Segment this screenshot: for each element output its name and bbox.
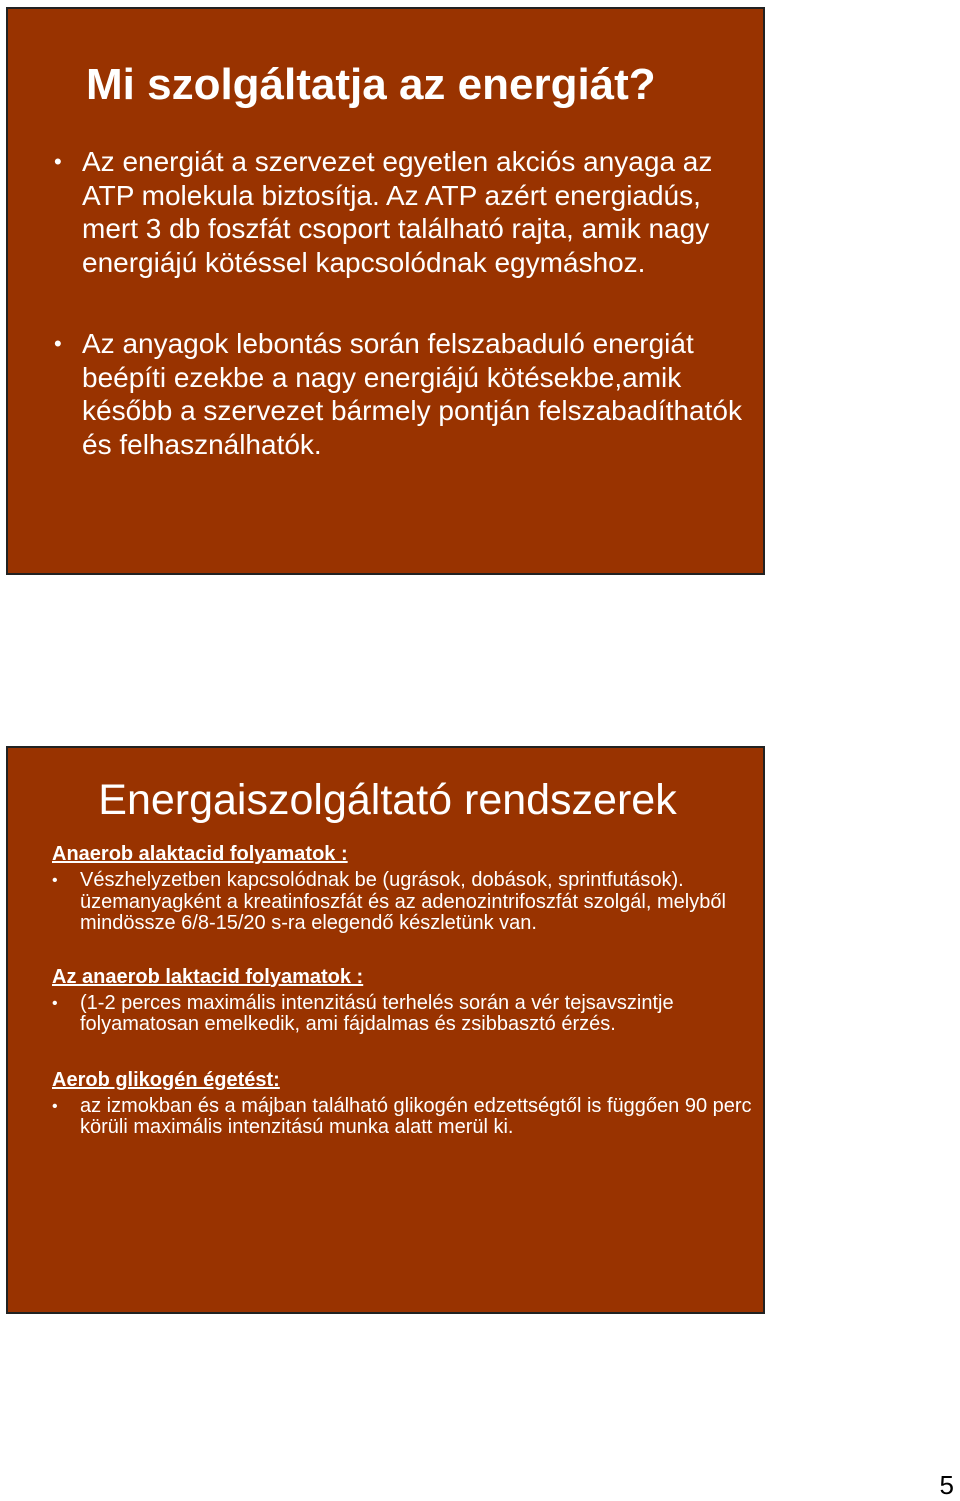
section-heading: Aerob glikogén égetést: <box>52 1068 280 1091</box>
slide-energy-systems <box>6 746 765 1314</box>
list-item <box>52 1096 752 1139</box>
section-heading: Anaerob alaktacid folyamatok : <box>52 843 348 865</box>
list-item <box>54 327 744 461</box>
bullet-icon: • <box>54 331 62 356</box>
bullet-text: Az anyagok lebontás során felszabaduló energiát beépíti ezekbe a nagy energiájú kötésekbe,amik később a szervezet bármely pontján felszabadíthatók és felhasználhatók. <box>82 328 742 460</box>
bullet-icon: • <box>52 994 58 1012</box>
bullet-text: (1-2 perces maximális intenzitású terhelés során a vér tejsavszintje folyamatosan emelkedik, ami fájdalmas és zsibbasztó érzés. <box>80 991 674 1035</box>
slide-body <box>52 842 752 1139</box>
slide-title: Energaiszolgáltató rendszerek <box>98 776 677 824</box>
bullet-list <box>52 993 752 1036</box>
list-item <box>54 145 744 279</box>
bullet-text: az izmokban és a májban található glikogén edzettségtől is függően 90 perc körüli maximális intenzitású munka alatt merül ki. <box>80 1094 752 1138</box>
bullet-text: Az energiát a szervezet egyetlen akciós anyaga az ATP molekula biztosítja. Az ATP azért energiadús, mert 3 db foszfát csoport található rajta, amik nagy energiájú kötéssel kapcsolódnak egymáshoz. <box>82 146 713 278</box>
slide-energy-source <box>6 7 765 575</box>
bullet-icon: • <box>54 149 62 174</box>
bullet-list <box>54 145 744 509</box>
bullet-icon: • <box>52 872 58 889</box>
bullet-list <box>52 870 752 935</box>
bullet-text: Vészhelyzetben kapcsolódnak be (ugrások, dobások, sprintfutások). üzemanyagként a kreatinfoszfát és az adenozintrifoszfát szolgál, melyből mindössze 6/8-15/20 s-ra elegendő készletünk van. <box>80 869 726 934</box>
list-item <box>52 870 752 935</box>
bullet-icon: • <box>52 1097 58 1115</box>
bullet-list <box>52 1096 752 1139</box>
list-item <box>52 993 752 1036</box>
page-number: 5 <box>939 1470 954 1500</box>
slide-title: Mi szolgáltatja az energiát? <box>86 60 656 109</box>
section-heading: Az anaerob laktacid folyamatok : <box>52 965 364 988</box>
